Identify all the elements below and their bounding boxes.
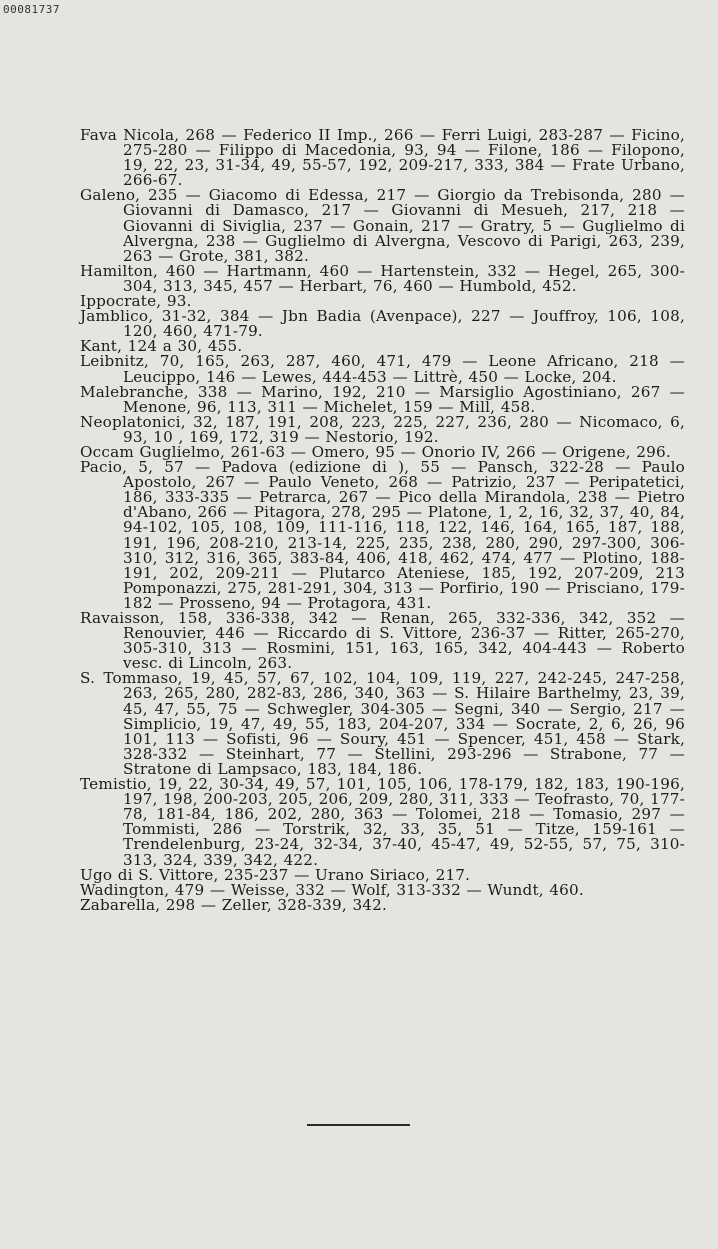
index-entry-z: Zabarella, 298 — Zeller, 328-339, 342. [80,895,388,914]
index-entry-m: Malebranche, 338 — Marino, 192, 210 — Marsiglio Agostiniano, 267 — Menone, 96, 113, 311 — Michelet, 159 — Mill, 458. [80,382,685,416]
index-entry-p: Pacio, 5, 57 — Padova (edizione di ), 55 — Pansch, 322-28 — Paulo Apostolo, 267 — Paulo Veneto, 268 — Patrizio, 237 — Peripatetici, 186, 333-335 — Petrarca, 267 — Pico della Mirandola, 238 — Pietro d'Abano, 266 — Pitagora, 278, 295 — Platone, 1, 2, 16, 32, 37, 40, 84, 94-102, 105, 108, 109, 111-116, 118, 122, 146, 164, 165, 187, 188, 191, 196, 208-210, 213-14, 225, 235, 238, 280, 290, 297-300, 306-310, 312, 316, 365, 383-84, 406, 418, 462, 474, 477 — Plotino, 188-191, 202, 209-211 — Plutarco Ateniese, 185, 192, 207-209, 213 Pomponazzi, 275, 281-291, 304, 313 — Porfirio, 190 — Prisciano, 179-182 — Prosseno, 94 — Protagora, 431. [80,458,685,612]
index-entry-u: Ugo di S. Vittore, 235-237 — Urano Siriaco, 217. [80,865,471,884]
index-entry-o: Occam Guglielmo, 261-63 — Omero, 95 — Onorio IV, 266 — Origene, 296. [80,442,671,461]
index-entry-h: Hamilton, 460 — Hartmann, 460 — Hartenstein, 332 — Hegel, 265, 300-304, 313, 345, 457 — Herbart, 76, 460 — Humbold, 452. [80,261,685,295]
index-entry-l: Leibnitz, 70, 165, 263, 287, 460, 471, 479 — Leone Africano, 218 — Leucippo, 146 — Lewes, 444-453 — Littrè, 450 — Locke, 204. [80,352,685,386]
index-entry-w: Wadington, 479 — Weisse, 332 — Wolf, 313-332 — Wundt, 460. [80,880,584,899]
index-entry-s: S. Tommaso, 19, 45, 57, 67, 102, 104, 109, 119, 227, 242-245, 247-258, 263, 265, 280, 282-83, 286, 340, 363 — S. Hilaire Barthelmy, 23, 39, 45, 47, 55, 75 — Schwegler, 304-305 — Segni, 340 — Sergio, 217 — Simplicio, 19, 47, 49, 55, 183, 204-207, 334 — Socrate, 2, 6, 26, 96 101, 113 — Sofisti, 96 — Soury, 451 — Spencer, 451, 458 — Stark, 328-332 — Steinhart, 77 — Stellini, 293-296 — Strabone, 77 — Stratone di Lampsaco, 183, 184, 186. [80,669,685,778]
index-entry-f: Fava Nicola, 268 — Federico II Imp., 266 — Ferri Luigi, 283-287 — Ficino, 275-280 — Filippo di Macedonia, 93, 94 — Filone, 186 — Filopono, 19, 22, 23, 31-34, 49, 55-57, 192, 209-217, 333, 384 — Frate Urbano, 266-67. [80,126,685,190]
index-entry-k: Kant, 124 a 30, 455. [80,337,243,356]
index-entry-i: Ippocrate, 93. [80,292,192,311]
scan-id-label: 00081737 [3,3,60,16]
index-entry-n: Neoplatonici, 32, 187, 191, 208, 223, 225, 227, 236, 280 — Nicomaco, 6, 93, 10 , 169, 172, 319 — Nestorio, 192. [80,412,685,446]
end-rule-divider [307,1124,410,1126]
index-entry-r: Ravaisson, 158, 336-338, 342 — Renan, 265, 332-336, 342, 352 — Renouvier, 446 — Riccardo di S. Vittore, 236-37 — Ritter, 265-270, 305-310, 313 — Rosmini, 151, 163, 165, 342, 404-443 — Roberto vesc. di Lincoln, 263. [80,609,685,673]
name-index [80,128,685,913]
index-entry-t: Temistio, 19, 22, 30-34, 49, 57, 101, 105, 106, 178-179, 182, 183, 190-196, 197, 198, 200-203, 205, 206, 209, 280, 311, 333 — Teofrasto, 70, 177-78, 181-84, 186, 202, 280, 363 — Tolomei, 218 — Tomasio, 297 — Tommisti, 286 — Torstrik, 32, 33, 35, 51 — Titze, 159-161 — Trendelenburg, 23-24, 32-34, 37-40, 45-47, 49, 52-55, 57, 75, 310-313, 324, 339, 342, 422. [80,775,685,869]
index-entry-g: Galeno, 235 — Giacomo di Edessa, 217 — Giorgio da Trebisonda, 280 — Giovanni di Damasco, 217 — Giovanni di Mesueh, 217, 218 — Giovanni di Siviglia, 237 — Gonain, 217 — Gratry, 5 — Guglielmo di Alvergna, 238 — Guglielmo di Alvergna, Vescovo di Parigi, 263, 239, 263 — Grote, 381, 382. [80,186,685,265]
index-entry-j: Jamblico, 31-32, 384 — Jbn Badia (Avenpace), 227 — Jouffroy, 106, 108, 120, 460, 471-79. [80,307,685,341]
